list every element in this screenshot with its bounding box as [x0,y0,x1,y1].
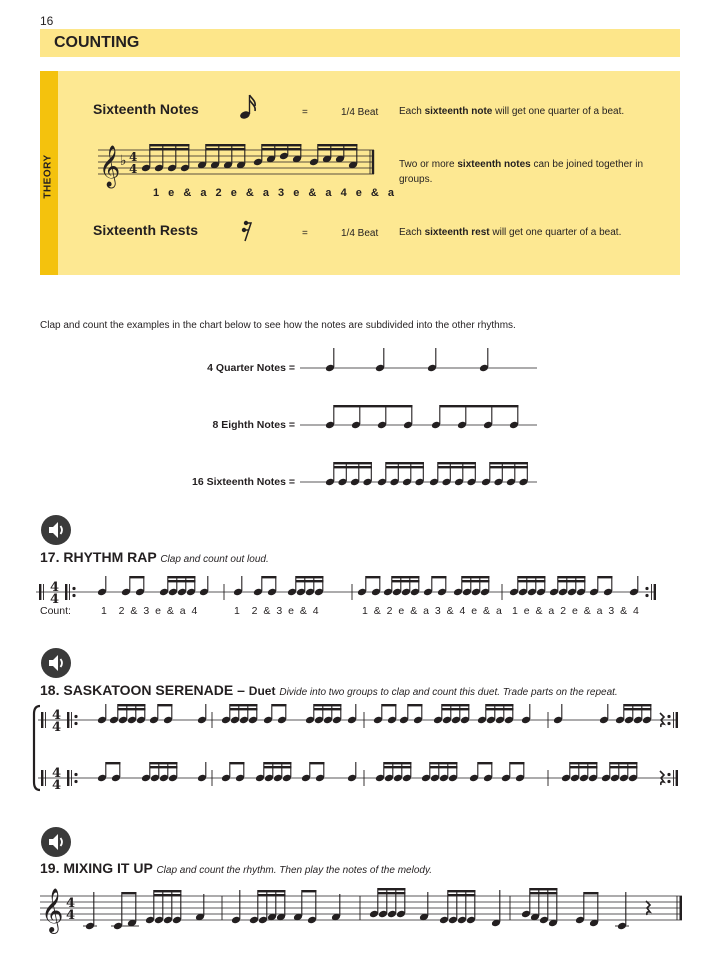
exercise-19-subtitle: Clap and count the rhythm. Then play the notes of the melody. [156,865,432,876]
beam [334,466,372,468]
beam [106,762,121,764]
speaker-icon[interactable] [40,647,72,679]
speaker-icon[interactable] [40,826,72,858]
treble-clef: 𝄞 [41,888,64,932]
beam [386,462,424,464]
beam [262,148,302,150]
exercise-17-subtitle: Clap and count out loud. [160,554,269,565]
sixteenth-note-icon [236,93,266,123]
time-signature-top: 4 [52,766,62,781]
count-measure-1: 1 2 & 3 e & a 4 [101,605,198,617]
beam [158,704,173,706]
double-bar [41,712,43,728]
sixteenth-rest-desc: Each sixteenth rest will get one quarter of a beat. [399,227,622,238]
beam [302,890,317,892]
exercise-19-title: 19. MIXING IT UP Clap and count the rhythm. Then play the notes of the melody. [40,860,432,876]
svg-text:𝄞: 𝄞 [99,146,121,187]
beam [584,892,599,894]
beam [168,580,196,582]
beam [318,144,358,146]
duet-label: Duet [248,684,276,698]
repeat-dot [74,715,77,718]
end-repeat [673,712,674,728]
beam [386,466,424,468]
beam [610,762,638,764]
beam [518,580,546,582]
repeat-dot [72,587,75,590]
theory-label: THEORY [42,154,54,199]
beam [318,148,358,150]
repeat-dot [74,722,77,725]
beam [440,405,519,407]
end-repeat [673,770,674,786]
beam [530,892,558,894]
theory-counting: 1 e & a 2 e & a 3 e & a 4 e & a [153,187,396,199]
count-measure-3: 1 & 2 e & a 3 & 4 e & a [362,605,502,617]
time-signature-top: 4 [66,896,76,911]
time-signature-bottom: 4 [66,908,76,923]
exercise-17-staff [36,574,686,607]
beam [310,762,325,764]
beam [558,580,586,582]
beam [264,762,292,764]
beam [264,766,292,768]
beam [462,576,490,578]
beam [448,894,476,896]
repeat-dot [667,715,670,718]
beam [262,144,302,146]
beam [448,890,476,892]
beam [118,704,146,706]
beam [610,766,638,768]
beam [272,704,287,706]
beam [438,462,476,464]
exercise-18-staff [30,702,690,802]
double-bar [41,770,43,786]
svg-text:4: 4 [129,150,138,164]
repeat-dot [667,773,670,776]
time-signature-bottom: 4 [52,778,62,793]
beam [150,762,178,764]
beam [598,576,613,578]
beam [150,148,190,150]
repeat-dot [667,780,670,783]
page-number: 16 [40,14,54,28]
equals-sign: = [302,107,308,118]
theory-box [40,71,680,275]
beam [206,144,246,146]
svg-text:4: 4 [129,162,138,176]
beam [150,144,190,146]
repeat-dot [667,722,670,725]
time-signature-bottom: 4 [50,592,60,607]
beam [462,580,490,582]
beam [382,704,397,706]
double-bar [39,584,41,600]
beam [334,405,413,407]
speaker-icon[interactable] [40,514,72,546]
beam [130,576,145,578]
repeat-dot [74,780,77,783]
beam [296,580,324,582]
beam [314,708,342,710]
beam [334,462,372,464]
svg-text:♭: ♭ [120,153,127,169]
beam [570,762,598,764]
beam [478,762,493,764]
beam [258,894,286,896]
joined-notes-desc: Two or more sixteenth notes can be joined together in groups. [399,159,644,185]
repeat-dot [72,594,75,597]
repeat-dot [645,594,648,597]
duet-bracket [34,706,40,790]
beam [154,890,182,892]
beam [490,466,528,468]
beam [442,708,470,710]
beam [570,766,598,768]
section-header [40,29,680,57]
beam [438,466,476,468]
beam [206,148,246,150]
beam [378,888,406,890]
beam [154,894,182,896]
exercise-18-subtitle: Divide into two groups to clap and count this duet. Trade parts on the repeat. [279,687,618,698]
beam [122,892,137,894]
beam [442,704,470,706]
rhythm-chart [300,340,540,500]
beam [530,888,558,890]
beam [384,766,412,768]
beam [262,576,277,578]
beam [558,576,586,578]
beat-value: 1/4 Beat [341,228,379,239]
beam [230,704,258,706]
sixteenth-notes-title: Sixteenth Notes [93,101,199,117]
beam [624,708,652,710]
exercise-18-title: 18. SASKATOON SERENADE – Duet Divide into two groups to clap and count this duet. Trade parts on the repeat. [40,682,618,698]
beam [384,762,412,764]
beam [378,892,406,894]
beam [366,576,381,578]
beam [490,462,528,464]
time-signature-top: 4 [50,580,60,595]
exercise-17-title: 17. RHYTHM RAP Clap and count out loud. [40,549,269,565]
beam [624,704,652,706]
intro-text: Clap and count the examples in the chart below to see how the notes are subdivided into the other rhythms. [40,320,516,331]
beam [510,762,525,764]
beam [230,708,258,710]
beam [430,762,458,764]
equals-sign: = [302,228,308,239]
beam [150,766,178,768]
beam [408,704,423,706]
eighth-notes-label: 8 Eighth Notes = [212,419,295,431]
quarter-notes-label: 4 Quarter Notes = [207,362,295,374]
theory-staff [98,144,383,189]
count-label: Count: [40,605,71,617]
end-repeat [651,584,652,600]
beam [392,576,420,578]
time-signature-top: 4 [52,708,62,723]
beam [486,708,514,710]
beam [258,890,286,892]
beam [230,762,245,764]
count-measure-4: 1 e & a 2 e & a 3 & 4 [512,605,639,617]
sixteenth-note-desc: Each sixteenth note will get one quarter of a beat. [399,106,625,117]
beam [518,576,546,578]
sixteenth-rests-title: Sixteenth Rests [93,222,199,238]
beam [430,766,458,768]
time-signature-bottom: 4 [52,720,62,735]
beam [314,704,342,706]
beam [296,576,324,578]
count-measure-2: 1 2 & 3 e & 4 [234,605,319,617]
repeat-dot [645,587,648,590]
sixteenth-notes-label: 16 Sixteenth Notes = [192,476,295,488]
beam [392,580,420,582]
beam [486,704,514,706]
beam [118,708,146,710]
exercise-19-staff [40,880,685,940]
beam [432,576,447,578]
beam [168,576,196,578]
sixteenth-rest-icon [240,219,260,243]
section-title: COUNTING [54,34,140,51]
beat-value: 1/4 Beat [341,107,379,118]
repeat-dot [74,773,77,776]
